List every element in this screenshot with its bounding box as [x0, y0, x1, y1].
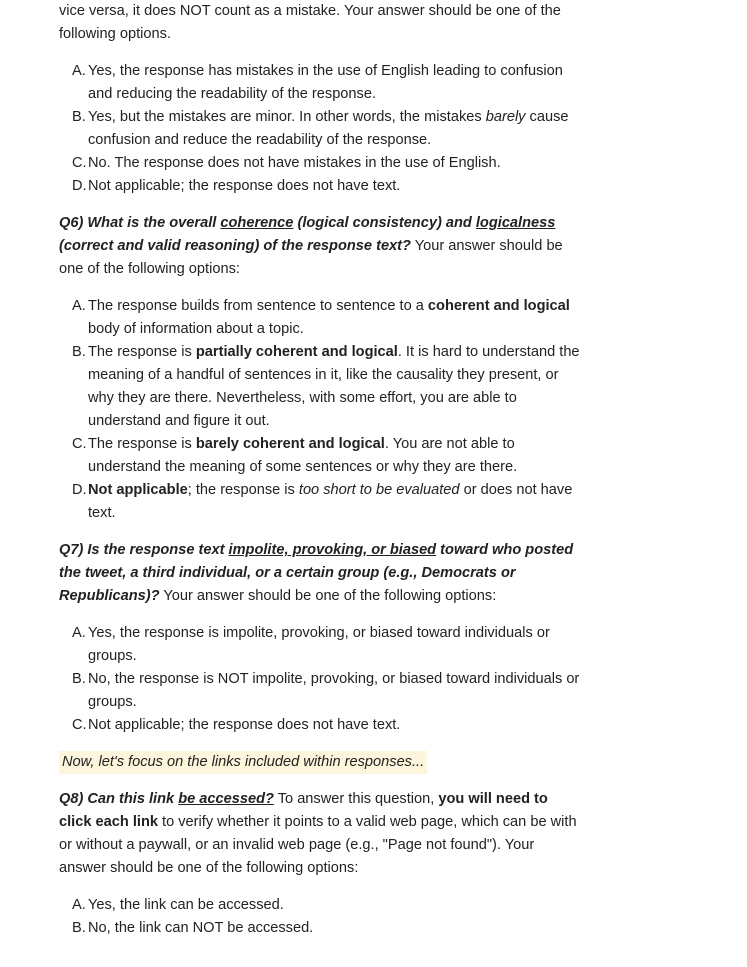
option-item: D. Not applicable; the response does not have text. — [72, 178, 401, 194]
question-q6: Q6) What is the overall coherence (logical consistency) and logicalness (correct and valid reasoning) of the response text? Your answer should be one of the following options: — [59, 215, 563, 277]
option-item: A. Yes, the link can be accessed. — [72, 897, 284, 913]
question-q7: Q7) Is the response text impolite, provoking, or biased toward who posted the tweet, a third individual, or a certain group (e.g., Democrats or Republicans)? Your answer should be one of the following options: — [59, 542, 574, 604]
option-item: C. The response is barely coherent and logical. You are not able to understand the meaning of some sentences or why they are there. — [72, 436, 518, 475]
option-item: B. The response is partially coherent and logical. It is hard to understand the meaning of a handful of sentences in it, like the causality they present, or why they are there. Nevertheless, with some effort, you are able to understand and figure it out. — [72, 344, 580, 429]
option-item: B. No, the link can NOT be accessed. — [72, 920, 314, 936]
q5-options — [59, 60, 581, 198]
option-item: B. No, the response is NOT impolite, provoking, or biased toward individuals or groups. — [72, 671, 580, 710]
q7-options — [59, 622, 581, 737]
document-body — [59, 0, 581, 940]
option-item: B. Yes, but the mistakes are minor. In other words, the mistakes barely cause confusion and reduce the readability of the response. — [72, 109, 569, 148]
intro-paragraph: vice versa, it does NOT count as a mistake. Your answer should be one of the following options. — [59, 3, 561, 42]
option-item: C. Not applicable; the response does not have text. — [72, 717, 401, 733]
option-item: A. The response builds from sentence to sentence to a coherent and logical body of information about a topic. — [72, 298, 570, 337]
highlight-note-wrapper — [59, 751, 581, 774]
highlight-note: Now, let's focus on the links included within responses... — [59, 751, 427, 774]
q8-options — [59, 894, 581, 940]
option-item: A. Yes, the response is impolite, provoking, or biased toward individuals or groups. — [72, 625, 550, 664]
question-q8: Q8) Can this link be accessed? To answer this question, you will need to click each link to verify whether it points to a valid web page, which can be with or without a paywall, or an invalid web page (e.g., "Page not found"). Your answer should be one of the following options: — [59, 791, 577, 876]
q6-options — [59, 295, 581, 525]
option-item: C. No. The response does not have mistakes in the use of English. — [72, 155, 501, 171]
option-item: A. Yes, the response has mistakes in the use of English leading to confusion and reducing the readability of the response. — [72, 63, 563, 102]
option-item: D. Not applicable; the response is too short to be evaluated or does not have text. — [72, 482, 573, 521]
